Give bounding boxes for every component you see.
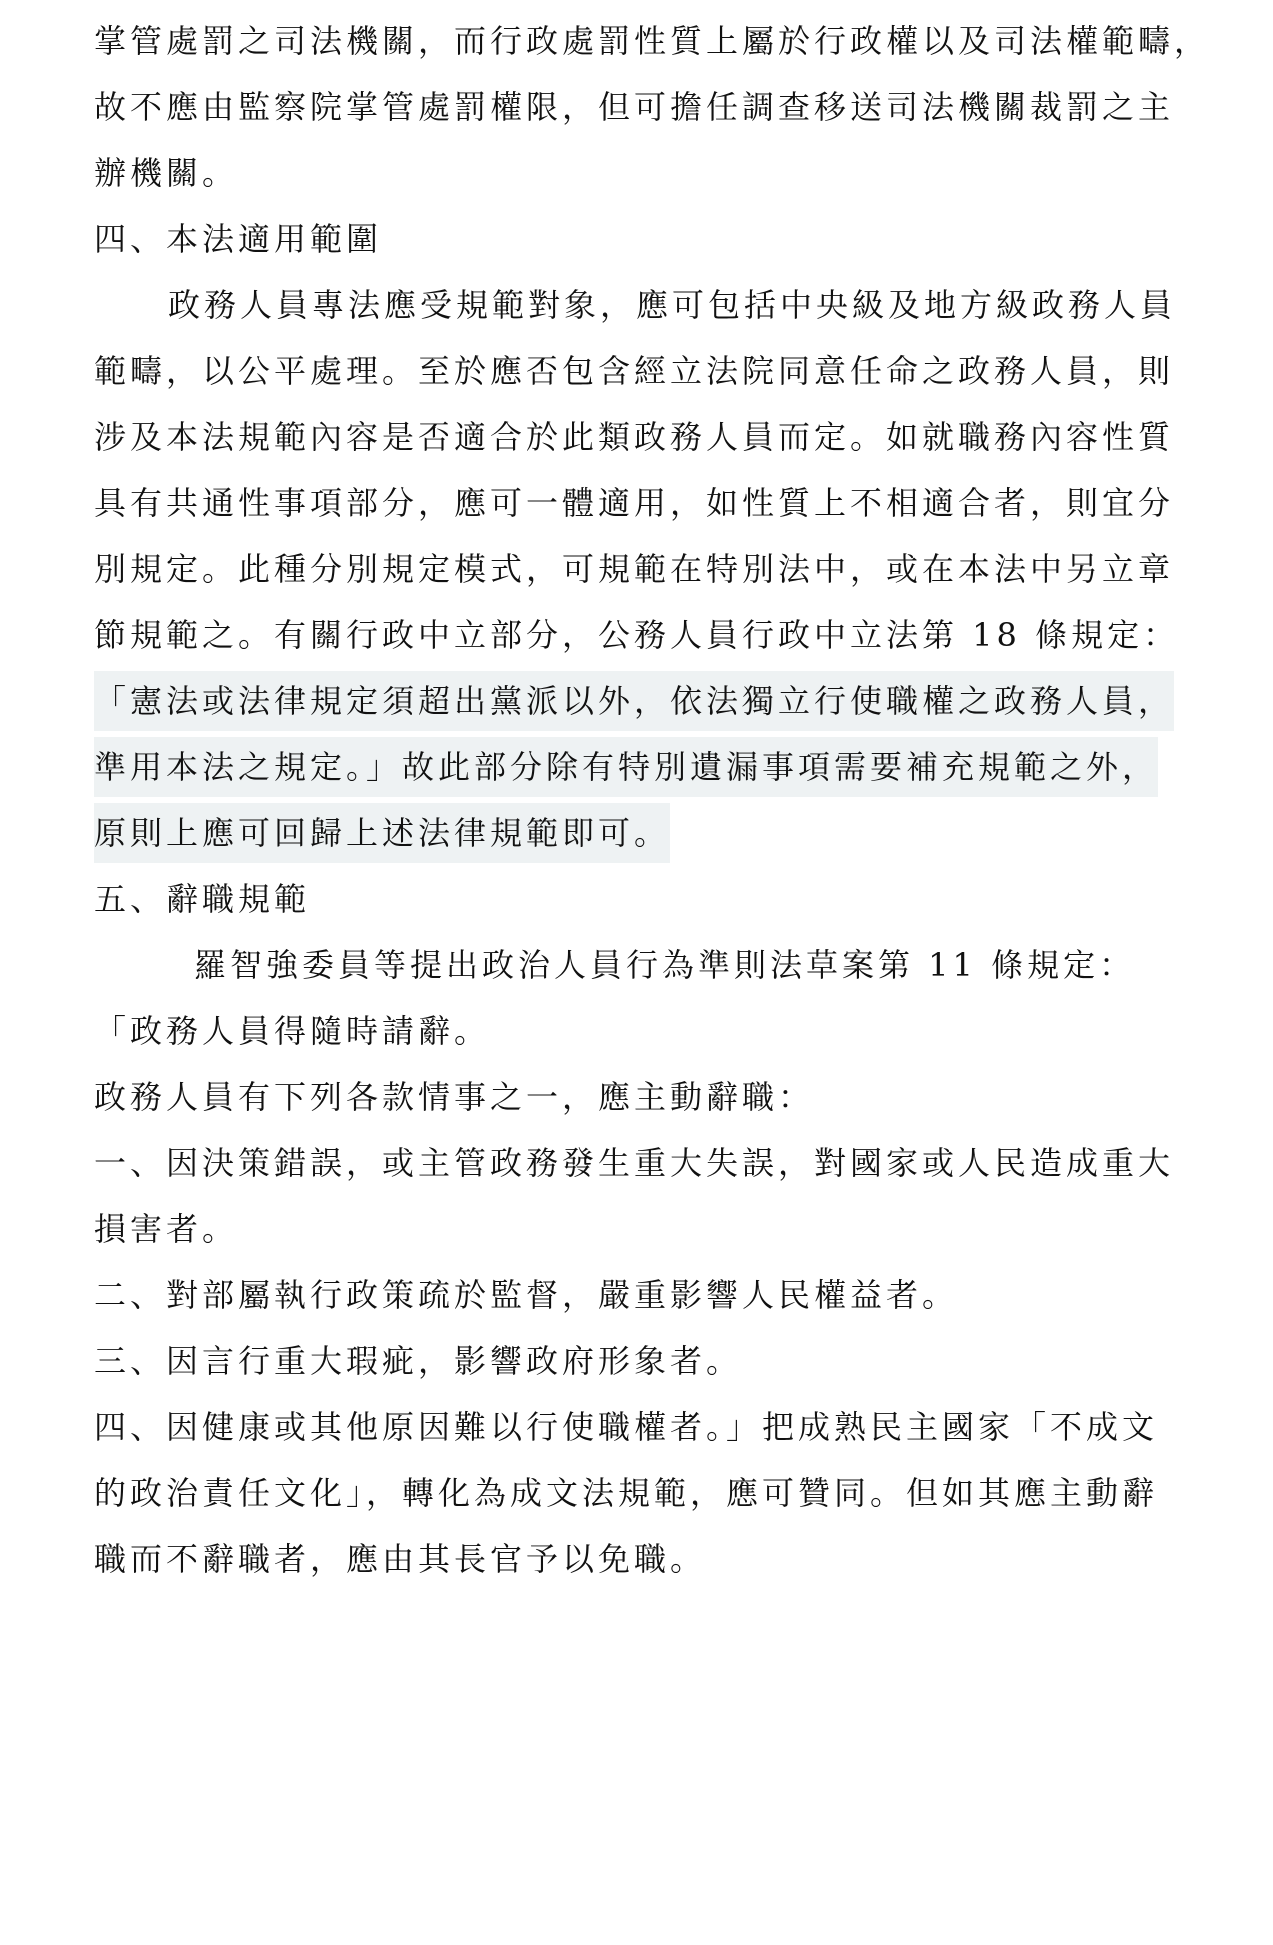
body-line: 別規定。此種分別規定模式，可規範在特別法中，或在本法中另立章: [94, 550, 1175, 588]
body-line: 政務人員專法應受規範對象，應可包括中央級及地方級政務人員: [168, 286, 1177, 324]
body-line: 辦機關。: [94, 154, 239, 192]
body-line: 政務人員有下列各款情事之一，應主動辭職：: [94, 1078, 815, 1116]
body-line: 羅智強委員等提出政治人員行為準則法草案第 11 條規定：: [194, 946, 1136, 984]
body-line: 節規範之。有關行政中立部分，公務人員行政中立法第 18 條規定：: [94, 616, 1180, 654]
list-item: 二、對部屬執行政策疏於監督，嚴重影響人民權益者。: [94, 1276, 959, 1314]
section-heading-scope: 四、本法適用範圍: [94, 220, 383, 258]
body-line: 職而不辭職者，應由其長官予以免職。: [94, 1540, 707, 1578]
body-line: 損害者。: [94, 1210, 239, 1248]
highlighted-text: 「憲法或法律規定須超出黨派以外，依法獨立行使職權之政務人員，: [94, 671, 1174, 731]
body-line: 故不應由監察院掌管處罰權限，但可擔任調查移送司法機關裁罰之主: [94, 88, 1175, 126]
highlighted-text: 準用本法之規定。」故此部分除有特別遺漏事項需要補充規範之外，: [94, 737, 1158, 797]
highlighted-line: [94, 668, 1266, 734]
body-line: 涉及本法規範內容是否適合於此類政務人員而定。如就職務內容性質: [94, 418, 1175, 456]
list-item: 四、因健康或其他原因難以行使職權者。」把成熟民主國家「不成文: [94, 1408, 1159, 1446]
highlighted-line: [94, 734, 1266, 800]
highlighted-text: 原則上應可回歸上述法律規範即可。: [94, 803, 670, 863]
body-line: 掌管處罰之司法機關，而行政處罰性質上屬於行政權以及司法權範疇，: [94, 22, 1211, 60]
list-item: 三、因言行重大瑕疵，影響政府形象者。: [94, 1342, 743, 1380]
body-line: 的政治責任文化」，轉化為成文法規範，應可贊同。但如其應主動辭: [94, 1474, 1159, 1512]
highlighted-line: [94, 800, 1266, 866]
list-item: 一、因決策錯誤，或主管政務發生重大失誤，對國家或人民造成重大: [94, 1144, 1175, 1182]
body-line: 範疇，以公平處理。至於應否包含經立法院同意任命之政務人員，則: [94, 352, 1175, 390]
body-line: 具有共通性事項部分，應可一體適用，如性質上不相適合者，則宜分: [94, 484, 1175, 522]
body-line: 「政務人員得隨時請辭。: [94, 1012, 491, 1050]
document-body: [94, 8, 1266, 1592]
section-heading-resignation: 五、辭職規範: [94, 880, 311, 918]
